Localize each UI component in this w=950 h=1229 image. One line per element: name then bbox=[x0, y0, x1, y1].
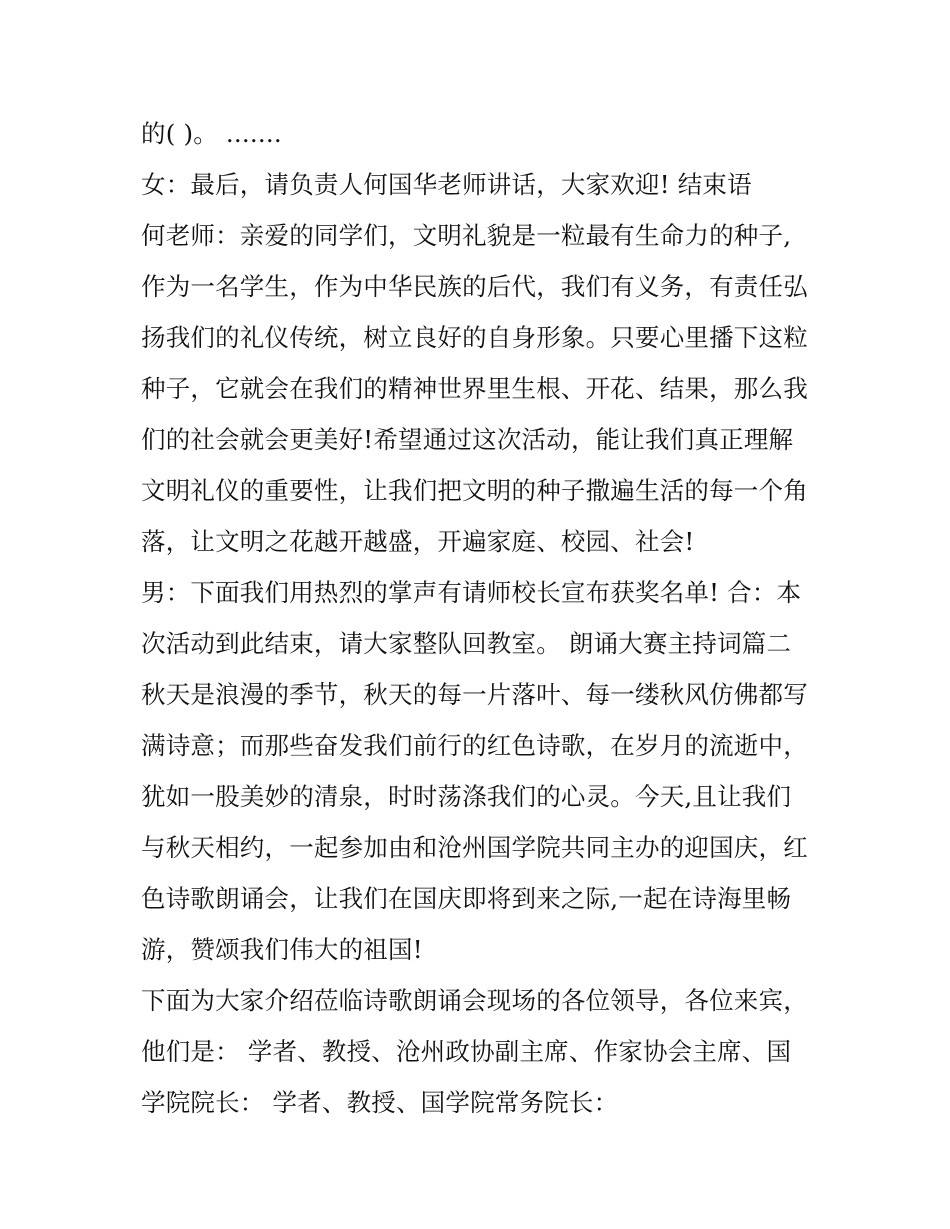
text-line: 他们是： 学者、教授、沧州政协副主席、作家协会主席、国 bbox=[141, 1037, 792, 1066]
text-line: 满诗意；而那些奋发我们前行的红色诗歌，在岁月的流逝中， bbox=[141, 731, 808, 760]
text-line: 们的社会就会更美好!希望通过这次活动，能让我们真正理解 bbox=[141, 425, 794, 454]
text-line: 的( )。 ....... bbox=[141, 119, 282, 148]
text-line: 次活动到此结束，请大家整队回教室。 朗诵大赛主持词篇二 bbox=[141, 629, 792, 658]
document-page bbox=[141, 108, 821, 1128]
text-line: 文明礼仪的重要性，让我们把文明的种子撒遍生活的每一个角 bbox=[141, 476, 808, 505]
text-line: 男：下面我们用热烈的掌声有请师校长宣布获奖名单! 合：本 bbox=[141, 578, 802, 607]
text-line: 落，让文明之花越开越盛，开遍家庭、校园、社会! bbox=[141, 527, 695, 556]
text-line: 色诗歌朗诵会，让我们在国庆即将到来之际,一起在诗海里畅 bbox=[141, 884, 792, 913]
text-line: 学院院长： 学者、教授、国学院常务院长： bbox=[141, 1088, 619, 1117]
text-line: 秋天是浪漫的季节，秋天的每一片落叶、每一缕秋风仿佛都写 bbox=[141, 680, 808, 709]
text-line: 犹如一股美妙的清泉，时时荡涤我们的心灵。今天,且让我们 bbox=[141, 782, 792, 811]
text-line: 游，赞颂我们伟大的祖国! bbox=[141, 935, 423, 964]
text-line: 何老师：亲爱的同学们，文明礼貌是一粒最有生命力的种子, bbox=[141, 221, 792, 250]
text-line: 扬我们的礼仪传统，树立良好的自身形象。只要心里播下这粒 bbox=[141, 323, 808, 352]
text-line: 种子，它就会在我们的精神世界里生根、开花、结果，那么我 bbox=[141, 374, 808, 403]
text-line: 与秋天相约，一起参加由和沧州国学院共同主办的迎国庆，红 bbox=[141, 833, 808, 862]
text-line: 女：最后，请负责人何国华老师讲话，大家欢迎! 结束语 bbox=[141, 170, 752, 199]
text-line: 下面为大家介绍莅临诗歌朗诵会现场的各位领导，各位来宾， bbox=[141, 986, 808, 1015]
text-line: 作为一名学生，作为中华民族的后代，我们有义务，有责任弘 bbox=[141, 272, 808, 301]
